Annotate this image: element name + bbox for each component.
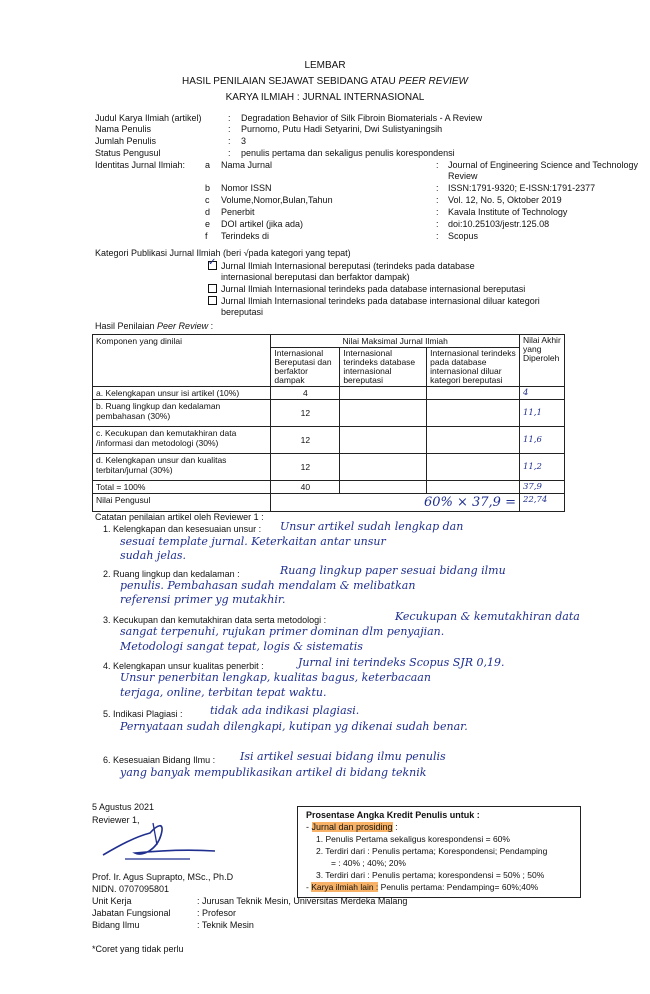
empty-cell <box>340 427 427 454</box>
row-max: 12 <box>271 400 340 427</box>
sub-letter: f <box>205 231 208 241</box>
status-value: penulis pertama dan sekaligus penulis korespondensi <box>241 148 455 158</box>
catatan-item-3-label: 3. Kecukupan dan kemutakhiran data serta metodologi : <box>103 615 327 625</box>
judul-label: Judul Karya Ilmiah (artikel) <box>95 113 202 123</box>
sub-letter: b <box>205 183 211 193</box>
kategori-title: Kategori Publikasi Jurnal Ilmiah (beri √pada kategori yang tepat) <box>95 248 351 258</box>
kategori-option-3-text: Jurnal Ilmiah Internasional terindeks pada database internasional diluar kategori <box>221 296 540 306</box>
penerbit-value: Kavala Institute of Technology <box>448 207 568 217</box>
empty-cell <box>427 387 520 400</box>
jabatan-value: : Profesor <box>197 908 237 918</box>
sub-label: Volume,Nomor,Bulan,Tahun <box>221 195 333 205</box>
sub-letter: d <box>205 207 211 217</box>
sub-label: Nama Jurnal <box>221 160 273 170</box>
handwritten-note: Isi artikel sesuai bidang ilmu penulis <box>240 750 446 763</box>
catatan-item-2-label: 2. Ruang lingkup dan kedalaman : <box>103 569 240 579</box>
bidang-value: : Teknik Mesin <box>197 920 254 930</box>
empty-cell <box>427 481 520 494</box>
reviewer-label: Reviewer 1, <box>92 815 140 825</box>
credit-line-3: 3. Terdiri dari : Penulis pertama; korespondensi = 50% ; 50% <box>316 870 545 880</box>
table-row <box>93 454 565 481</box>
status-label: Status Pengusul <box>95 148 161 158</box>
handwritten-note: terjaga, online, terbitan tepat waktu. <box>120 686 327 699</box>
signature-image <box>95 815 225 865</box>
jumlah-label: Jumlah Penulis <box>95 136 157 146</box>
checkbox[interactable] <box>208 284 217 293</box>
credit-line-1: 1. Penulis Pertama sekaligus korespondensi = 60% <box>316 834 510 844</box>
col-nilai-max: Nilai Maksimal Jurnal Ilmiah <box>271 335 520 348</box>
unit-value: : Jurusan Teknik Mesin, Universitas Merdeka Malang <box>197 896 408 906</box>
kategori-option-1-cont: internasional bereputasi dan berfaktor dampak) <box>221 272 410 282</box>
sub-label: Nomor ISSN <box>221 183 272 193</box>
empty-cell <box>340 481 427 494</box>
colon: : <box>436 195 439 205</box>
sub-label: Terindeks di <box>221 231 270 241</box>
handwritten-note: yang banyak mempublikasikan artikel di bidang teknik <box>120 766 427 779</box>
issn-value: ISSN:1791-9320; E-ISSN:1791-2377 <box>448 183 596 193</box>
sub-letter: e <box>205 219 211 229</box>
col-nilai-akhir: Nilai Akhir yang Diperoleh <box>519 335 564 387</box>
hasil-label-italic: Peer Review <box>157 321 209 331</box>
hasil-label-text: Hasil Penilaian <box>95 321 158 331</box>
kategori-option-3[interactable] <box>208 296 540 306</box>
reviewer-name: Prof. Ir. Agus Suprapto, MSc., Ph.D <box>92 872 234 882</box>
credit-hl1: - Jurnal dan prosiding : <box>306 822 398 832</box>
empty-cell <box>340 387 427 400</box>
handwritten-note: Pernyataan sudah dilengkapi, kutipan yg dikenai sudah benar. <box>120 720 468 733</box>
row-label: b. Ruang lingkup dan kedalaman pembahasan (30%) <box>93 400 271 427</box>
handwritten-note: sangat terpenuhi, rujukan primer dominan dlm penyajian. <box>120 625 445 638</box>
table-pengusul-row <box>93 494 565 512</box>
row-max: 12 <box>271 427 340 454</box>
sub-letter: a <box>205 160 211 170</box>
colon: : <box>436 183 439 193</box>
total-label: Total = 100% <box>93 481 271 494</box>
credit-line-2-cont: = : 40% ; 40%; 20% <box>331 858 406 868</box>
credit-hl2-end: Penulis pertama: Pendamping= 60%;40% <box>378 882 539 892</box>
colon: : <box>436 207 439 217</box>
catatan-item-1-label: 1. Kelengkapan dan kesesuaian unsur : <box>103 524 262 534</box>
bidang-label: Bidang Ilmu <box>92 920 140 930</box>
sub-label: Penerbit <box>221 207 255 217</box>
judul-value: Degradation Behavior of Silk Fibroin Biomaterials - A Review <box>241 113 483 123</box>
handwritten-note: Unsur artikel sudah lengkap dan <box>280 520 464 533</box>
subcol-diluar-kategori: Internasional terindeks pada database internasional diluar kategori bereputasi <box>427 348 520 387</box>
jumlah-value: 3 <box>241 136 247 146</box>
header-lembar: LEMBAR <box>304 60 346 71</box>
row-label: a. Kelengkapan unsur isi artikel (10%) <box>93 387 271 400</box>
handwritten-note: Ruang lingkup paper sesuai bidang ilmu <box>280 564 506 577</box>
colon: : <box>228 124 231 134</box>
header-title-text: HASIL PENILAIAN SEJAWAT SEBIDANG ATAU <box>181 76 399 87</box>
colon: : <box>436 219 439 229</box>
penulis-value: Purnomo, Putu Hadi Setyarini, Dwi Sulistyaningsih <box>241 124 443 134</box>
colon: : <box>436 160 439 170</box>
credit-line-2: 2. Terdiri dari : Penulis pertama; Korespondensi; Pendamping <box>316 846 548 856</box>
handwritten-note: tidak ada indikasi plagiasi. <box>210 704 360 717</box>
row-max: 4 <box>271 387 340 400</box>
catatan-item-4-label: 4. Kelengkapan unsur kualitas penerbit : <box>103 661 264 671</box>
jurnal-name: Journal of Engineering Science and Technology <box>448 160 638 170</box>
identitas-label: Identitas Jurnal Ilmiah: <box>95 160 186 170</box>
kategori-option-3-cont: bereputasi <box>221 307 264 317</box>
kategori-option-2-text: Jurnal Ilmiah Internasional terindeks pada database internasional bereputasi <box>221 284 526 294</box>
handwritten-note: sudah jelas. <box>120 549 187 562</box>
unit-label: Unit Kerja <box>92 896 132 906</box>
empty-cell <box>427 400 520 427</box>
handwritten-note: referensi primer yg mutakhir. <box>120 593 286 606</box>
doi-value: doi:10.25103/jestr.125.08 <box>448 219 550 229</box>
index-value: Scopus <box>448 231 479 241</box>
row-akhir: 4 <box>519 387 564 400</box>
penulis-label: Nama Penulis <box>95 124 152 134</box>
header-title-italic: PEER REVIEW <box>398 76 468 87</box>
sub-label: DOI artikel (jika ada) <box>221 219 304 229</box>
subcol-bereputasi-berfaktor: Internasional Bereputasi dan berfaktor dampak <box>271 348 340 387</box>
table-header-row <box>93 335 565 348</box>
hasil-label <box>95 321 213 331</box>
review-date: 5 Agustus 2021 <box>92 802 155 812</box>
table-row <box>93 400 565 427</box>
header-subtitle: KARYA ILMIAH : JURNAL INTERNASIONAL <box>225 92 425 103</box>
reviewer-nidn: NIDN. 0707095801 <box>92 884 170 894</box>
catatan-title: Catatan penilaian artikel oleh Reviewer 1 : <box>95 512 264 522</box>
table-row <box>93 387 565 400</box>
checkbox[interactable] <box>208 296 217 305</box>
catatan-item-5-label: 5. Indikasi Plagiasi : <box>103 709 183 719</box>
jurnal-name-cont: Review <box>448 171 478 181</box>
colon: : <box>228 113 231 123</box>
kategori-option-2[interactable] <box>208 284 525 294</box>
credit-title: Prosentase Angka Kredit Penulis untuk : <box>306 810 480 820</box>
header-title <box>0 76 650 87</box>
footnote: *Coret yang tidak perlu <box>92 944 184 954</box>
jabatan-label: Jabatan Fungsional <box>92 908 171 918</box>
grade-table <box>92 334 565 512</box>
empty-cell <box>340 454 427 481</box>
row-label: d. Kelengkapan unsur dan kualitas terbitan/jurnal (30%) <box>93 454 271 481</box>
volume-value: Vol. 12, No. 5, Oktober 2019 <box>448 195 562 205</box>
colon: : <box>436 231 439 241</box>
row-akhir: 11,1 <box>519 400 564 427</box>
hasil-label-end: : <box>208 321 214 331</box>
credit-hl2-text: Karya ilmiah lain : <box>311 882 379 892</box>
handwritten-note: Metodologi sangat tepat, logis & sistematis <box>120 640 363 653</box>
subcol-bereputasi: Internasional terindeks database internasional bereputasi <box>340 348 427 387</box>
col-komponen: Komponen yang dinilai <box>93 335 271 387</box>
credit-box <box>297 806 581 898</box>
row-label: c. Kecukupan dan kemutakhiran data /informasi dan metodologi (30%) <box>93 427 271 454</box>
pengusul-value: 22,74 <box>519 494 564 512</box>
table-total-row <box>93 481 565 494</box>
handwritten-note: penulis. Pembahasan sudah mendalam & melibatkan <box>120 579 416 592</box>
credit-hl1-end: : <box>392 822 398 832</box>
empty-cell <box>427 427 520 454</box>
colon: : <box>228 148 231 158</box>
handwritten-note: Unsur penerbitan lengkap, kualitas bagus, keterbacaan <box>120 671 431 684</box>
row-max: 12 <box>271 454 340 481</box>
handwritten-note: Kecukupan & kemutakhiran data <box>395 610 580 623</box>
catatan-item-6-label: 6. Kesesuaian Bidang Ilmu : <box>103 755 216 765</box>
table-row <box>93 427 565 454</box>
total-akhir: 37,9 <box>519 481 564 494</box>
handwritten-note: Jurnal ini terindeks Scopus SJR 0,19. <box>298 656 505 669</box>
sub-letter: c <box>205 195 210 205</box>
kategori-option-1-text: Jurnal Ilmiah Internasional bereputasi (terindeks pada database <box>221 261 475 271</box>
pengusul-label: Nilai Pengusul <box>93 494 271 512</box>
credit-hl2: - Karya ilmiah lain : Penulis pertama: Pendamping= 60%;40% <box>306 882 539 892</box>
empty-cell <box>427 454 520 481</box>
row-akhir: 11,6 <box>519 427 564 454</box>
colon: : <box>228 136 231 146</box>
total-max: 40 <box>271 481 340 494</box>
handwritten-note: sesuai template jurnal. Keterkaitan antar unsur <box>120 535 386 548</box>
row-akhir: 11,2 <box>519 454 564 481</box>
pengusul-calc: 60% × 37,9 = <box>271 494 520 512</box>
kategori-option-1[interactable] <box>208 261 475 271</box>
empty-cell <box>340 400 427 427</box>
credit-hl1-text: Jurnal dan prosiding <box>311 822 393 832</box>
checkbox-checked[interactable] <box>208 261 217 270</box>
